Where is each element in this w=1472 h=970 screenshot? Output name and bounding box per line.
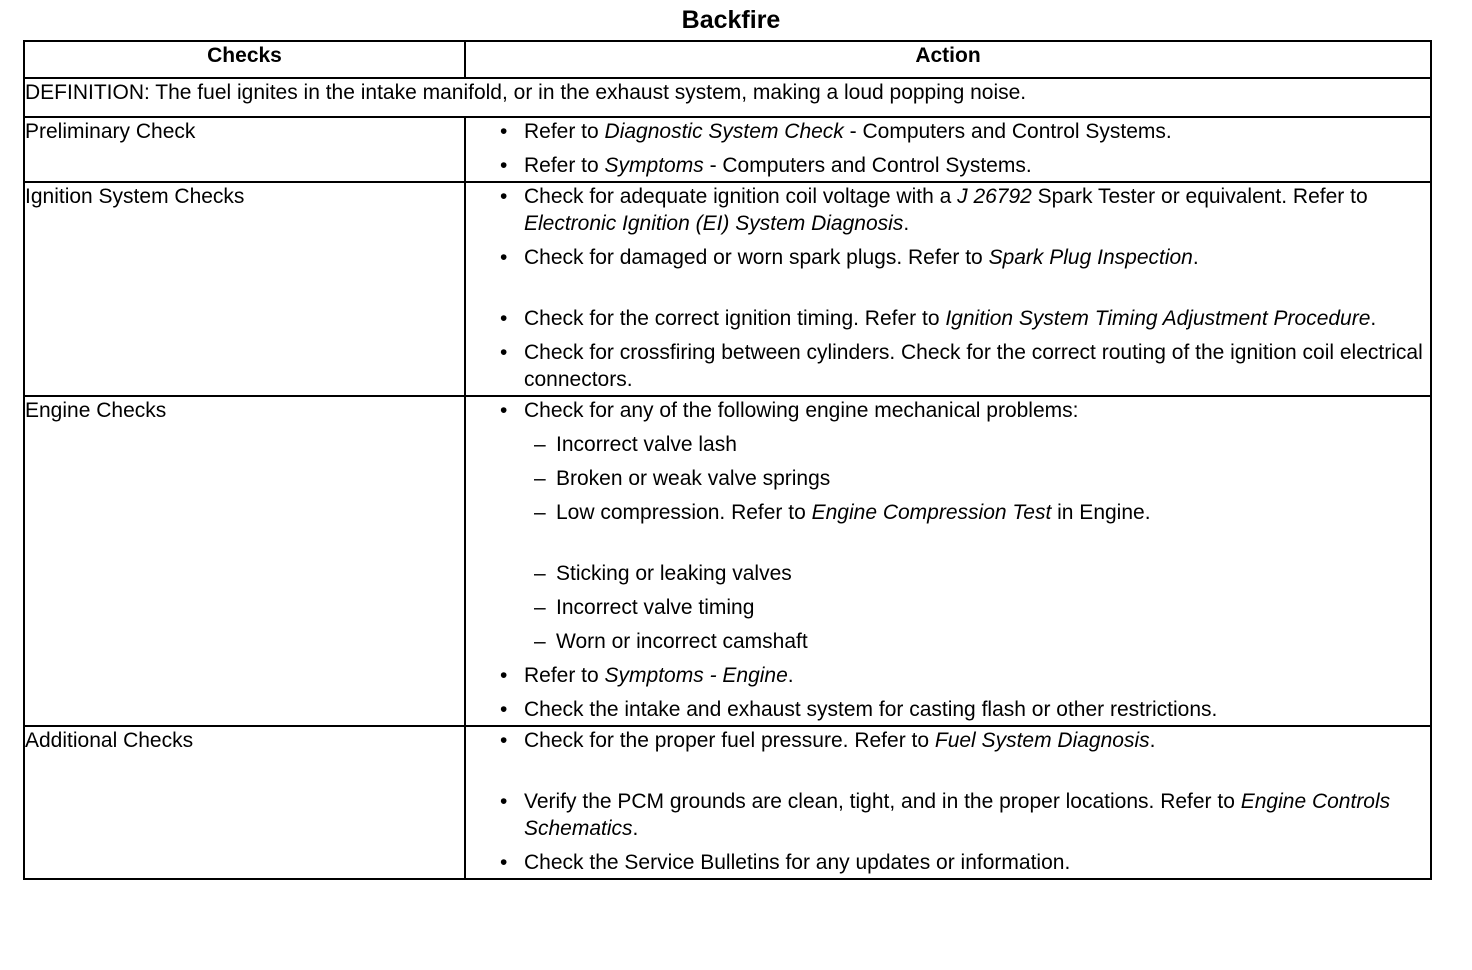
action-list <box>466 397 1430 723</box>
definition-row <box>24 78 1431 117</box>
sub-list-item: – Incorrect valve timing <box>466 594 1430 621</box>
list-item: • Refer to Diagnostic System Check - Computers and Control Systems. <box>466 118 1430 145</box>
list-item: • Check for the correct ignition timing. Refer to Ignition System Timing Adjustment Procedure. <box>466 305 1430 332</box>
action-cell <box>465 182 1431 396</box>
header-row <box>24 41 1431 78</box>
table-row-ignition <box>24 182 1431 396</box>
column-header-checks: Checks <box>24 41 465 78</box>
action-cell <box>465 396 1431 726</box>
definition-text: DEFINITION: The fuel ignites in the intake manifold, or in the exhaust system, making a loud popping noise. <box>24 78 1431 117</box>
reference-link: Engine Compression Test <box>811 501 1052 524</box>
check-label: Additional Checks <box>24 726 465 879</box>
reference-link: Fuel System Diagnosis <box>934 729 1150 752</box>
action-list <box>466 183 1430 393</box>
reference-link: Symptoms - Engine <box>604 664 788 687</box>
list-item: • Check for damaged or worn spark plugs. Refer to Spark Plug Inspection. <box>466 244 1430 271</box>
list-item: • Check for adequate ignition coil voltage with a J 26792 Spark Tester or equivalent. Refer to Electronic Ignition (EI) System Diagnosis. <box>466 183 1430 237</box>
list-item: • Check the Service Bulletins for any updates or information. <box>466 849 1430 876</box>
list-item: • Check for the proper fuel pressure. Refer to Fuel System Diagnosis. <box>466 727 1430 754</box>
action-cell <box>465 117 1431 182</box>
check-label: Engine Checks <box>24 396 465 726</box>
action-list <box>466 118 1430 179</box>
sub-list-item: – Sticking or leaking valves <box>466 560 1430 587</box>
diagnosis-table <box>23 40 1432 880</box>
check-label: Ignition System Checks <box>24 182 465 396</box>
sub-list-item: – Broken or weak valve springs <box>466 465 1430 492</box>
sub-list-item: – Worn or incorrect camshaft <box>466 628 1430 655</box>
reference-link: Diagnostic System Check <box>604 120 844 143</box>
reference-link: Engine Controls Schematics <box>524 790 1391 840</box>
reference-link: Spark Plug Inspection <box>988 246 1193 269</box>
page-title: Backfire <box>681 6 781 34</box>
table-row-additional <box>24 726 1431 879</box>
action-cell <box>465 726 1431 879</box>
list-item: • Check for any of the following engine mechanical problems: <box>466 397 1430 424</box>
reference-link: Symptoms <box>604 154 704 177</box>
list-item: • Refer to Symptoms - Engine. <box>466 662 1430 689</box>
table-row-preliminary <box>24 117 1431 182</box>
list-item: • Refer to Symptoms - Computers and Control Systems. <box>466 152 1430 179</box>
reference-link: Ignition System Timing Adjustment Procedure <box>945 307 1371 330</box>
list-item: • Check for crossfiring between cylinders. Check for the correct routing of the ignition coil electrical connectors. <box>466 339 1430 393</box>
reference-link: Electronic Ignition (EI) System Diagnosis <box>524 212 904 235</box>
list-item: • Verify the PCM grounds are clean, tight, and in the proper locations. Refer to Engine Controls Schematics. <box>466 788 1430 842</box>
sub-list-item: – Incorrect valve lash <box>466 431 1430 458</box>
table-row-engine <box>24 396 1431 726</box>
action-list <box>466 727 1430 876</box>
sub-list-item: – Low compression. Refer to Engine Compression Test in Engine. <box>466 499 1430 526</box>
reference-link: J 26792 <box>957 185 1032 208</box>
column-header-action: Action <box>465 41 1431 78</box>
list-item: • Check the intake and exhaust system for casting flash or other restrictions. <box>466 696 1430 723</box>
check-label: Preliminary Check <box>24 117 465 182</box>
